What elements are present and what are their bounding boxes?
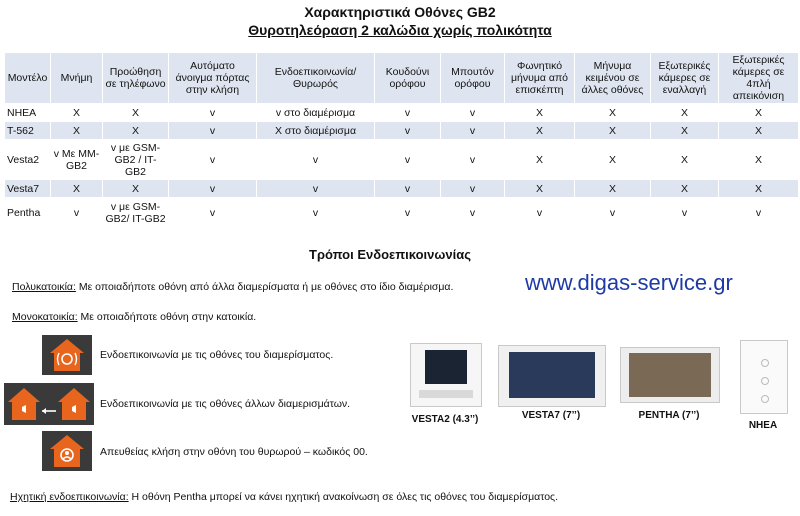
table-cell: v: [651, 198, 719, 228]
nhea-device-image: [740, 340, 788, 414]
table-cell: X: [103, 180, 169, 198]
column-header: Ενδοεπικοινωνία/ Θυρωρός: [257, 53, 375, 104]
column-header: Προώθηση σε τηλέφωνο: [103, 53, 169, 104]
table-cell: v: [375, 198, 441, 228]
table-cell: v με GSM-GB2 / IT-GB2: [103, 140, 169, 180]
table-row: [5, 180, 799, 198]
table-row: [5, 140, 799, 180]
table-cell: v: [375, 140, 441, 180]
pentha-label: PENTHA (7’’): [638, 410, 700, 421]
audio-intercom-line: [10, 491, 558, 503]
vesta7-label: VESTA7 (7’’): [521, 410, 581, 421]
column-header: Αυτόματο άνοιγμα πόρτας στην κλήση: [169, 53, 257, 104]
table-cell: X: [505, 104, 575, 122]
table-cell: v: [505, 198, 575, 228]
table-cell: v: [375, 180, 441, 198]
table-cell: v: [169, 198, 257, 228]
house-concierge-icon: [42, 431, 92, 471]
polykatoikia-line: [12, 281, 453, 293]
table-cell: X: [103, 122, 169, 140]
column-header: Κουδούνι ορόφου: [375, 53, 441, 104]
polykatoikia-label: Πολυκατοικία:: [12, 281, 76, 293]
table-cell: v: [169, 104, 257, 122]
table-cell: X: [651, 140, 719, 180]
icon-text-1: Ενδοεπικοινωνία με τις οθόνες του διαμερίσματος.: [100, 349, 334, 361]
table-row: [5, 198, 799, 228]
table-cell: X: [575, 104, 651, 122]
table-cell: v: [169, 140, 257, 180]
vesta2-label: VESTA2 (4.3’’): [411, 414, 479, 425]
polykatoikia-text: Με οποιαδήποτε οθόνη από άλλα διαμερίσματα ή με οθόνες στο ίδιο διαμέρισμα.: [75, 281, 454, 293]
table-cell: X: [719, 104, 799, 122]
monokatoikia-text: Με οποιαδήποτε οθόνη στην κατοικία.: [77, 311, 257, 323]
table-cell: v: [719, 198, 799, 228]
table-cell: X: [505, 140, 575, 180]
column-header: Μοντέλο: [5, 53, 51, 104]
icon-text-2: Ενδοεπικοινωνία με τις οθόνες άλλων διαμερισμάτων.: [100, 398, 351, 410]
table-cell: v: [441, 198, 505, 228]
table-row: [5, 122, 799, 140]
audio-intercom-text: Η οθόνη Pentha μπορεί να κάνει ηχητική ανακοίνωση σε όλες τις οθόνες του διαμερίσματος.: [128, 491, 559, 503]
table-cell: v: [441, 122, 505, 140]
table-cell: Vesta7: [5, 180, 51, 198]
monokatoikia-label: Μονοκατοικία:: [12, 311, 78, 323]
table-cell: X: [575, 140, 651, 180]
table-cell: v στο διαμέρισμα: [257, 104, 375, 122]
table-cell: v: [257, 198, 375, 228]
table-cell: v: [441, 180, 505, 198]
table-cell: v: [441, 140, 505, 180]
icon-text-3: Απευθείας κλήση στην οθόνη του θυρωρού – κωδικός 00.: [100, 446, 368, 458]
table-cell: v: [169, 180, 257, 198]
table-cell: Pentha: [5, 198, 51, 228]
table-cell: X: [575, 180, 651, 198]
table-cell: X: [51, 122, 103, 140]
website-link[interactable]: www.digas-service.gr: [525, 270, 733, 295]
column-header: Μήνυμα κειμένου σε άλλες οθόνες: [575, 53, 651, 104]
column-header: Φωνητικό μήνυμα από επισκέπτη: [505, 53, 575, 104]
table-cell: X: [719, 140, 799, 180]
audio-intercom-label: Ηχητική ενδοεπικοινωνία:: [10, 491, 129, 503]
table-cell: v: [51, 198, 103, 228]
table-cell: NHEA: [5, 104, 51, 122]
nhea-label: NHEA: [748, 420, 778, 431]
house-intercom-icon: [42, 335, 92, 375]
vesta2-device-image: [410, 343, 482, 407]
table-cell: v: [575, 198, 651, 228]
table-header-row: [5, 53, 799, 104]
column-header: Εξωτερικές κάμερες σε 4πλή απεικόνιση: [719, 53, 799, 104]
table-cell: v Με MM-GB2: [51, 140, 103, 180]
pentha-device-image: [620, 347, 720, 403]
table-cell: X: [575, 122, 651, 140]
table-cell: v: [441, 104, 505, 122]
table-cell: v με GSM-GB2/ IT-GB2: [103, 198, 169, 228]
table-cell: X: [103, 104, 169, 122]
table-cell: X: [651, 180, 719, 198]
table-cell: X: [505, 180, 575, 198]
table-cell: X: [51, 180, 103, 198]
table-cell: X: [719, 122, 799, 140]
column-header: Εξωτερικές κάμερες σε εναλλαγή: [651, 53, 719, 104]
table-cell: X: [719, 180, 799, 198]
table-cell: Vesta2: [5, 140, 51, 180]
table-cell: v: [375, 122, 441, 140]
page-subtitle: Θυροτηλεόραση 2 καλώδια χωρίς πολικότητα: [248, 22, 552, 38]
table-cell: X: [651, 122, 719, 140]
table-row: [5, 104, 799, 122]
table-cell: v: [257, 180, 375, 198]
table-cell: v: [257, 140, 375, 180]
table-cell: v: [375, 104, 441, 122]
page-title: Χαρακτηριστικά Οθόνες GB2: [304, 4, 496, 20]
section-title: Τρόποι Ενδοεπικοινωνίας: [309, 247, 471, 262]
table-cell: v: [169, 122, 257, 140]
column-header: Μνήμη: [51, 53, 103, 104]
table-cell: T-562: [5, 122, 51, 140]
table-cell: X: [51, 104, 103, 122]
houses-connection-icon: [4, 383, 94, 425]
table-cell: X στο διαμέρισμα: [257, 122, 375, 140]
table-cell: X: [505, 122, 575, 140]
table-cell: X: [651, 104, 719, 122]
column-header: Μπουτόν ορόφου: [441, 53, 505, 104]
vesta7-device-image: [498, 345, 606, 407]
monokatoikia-line: [12, 311, 256, 323]
features-table: [4, 52, 799, 228]
